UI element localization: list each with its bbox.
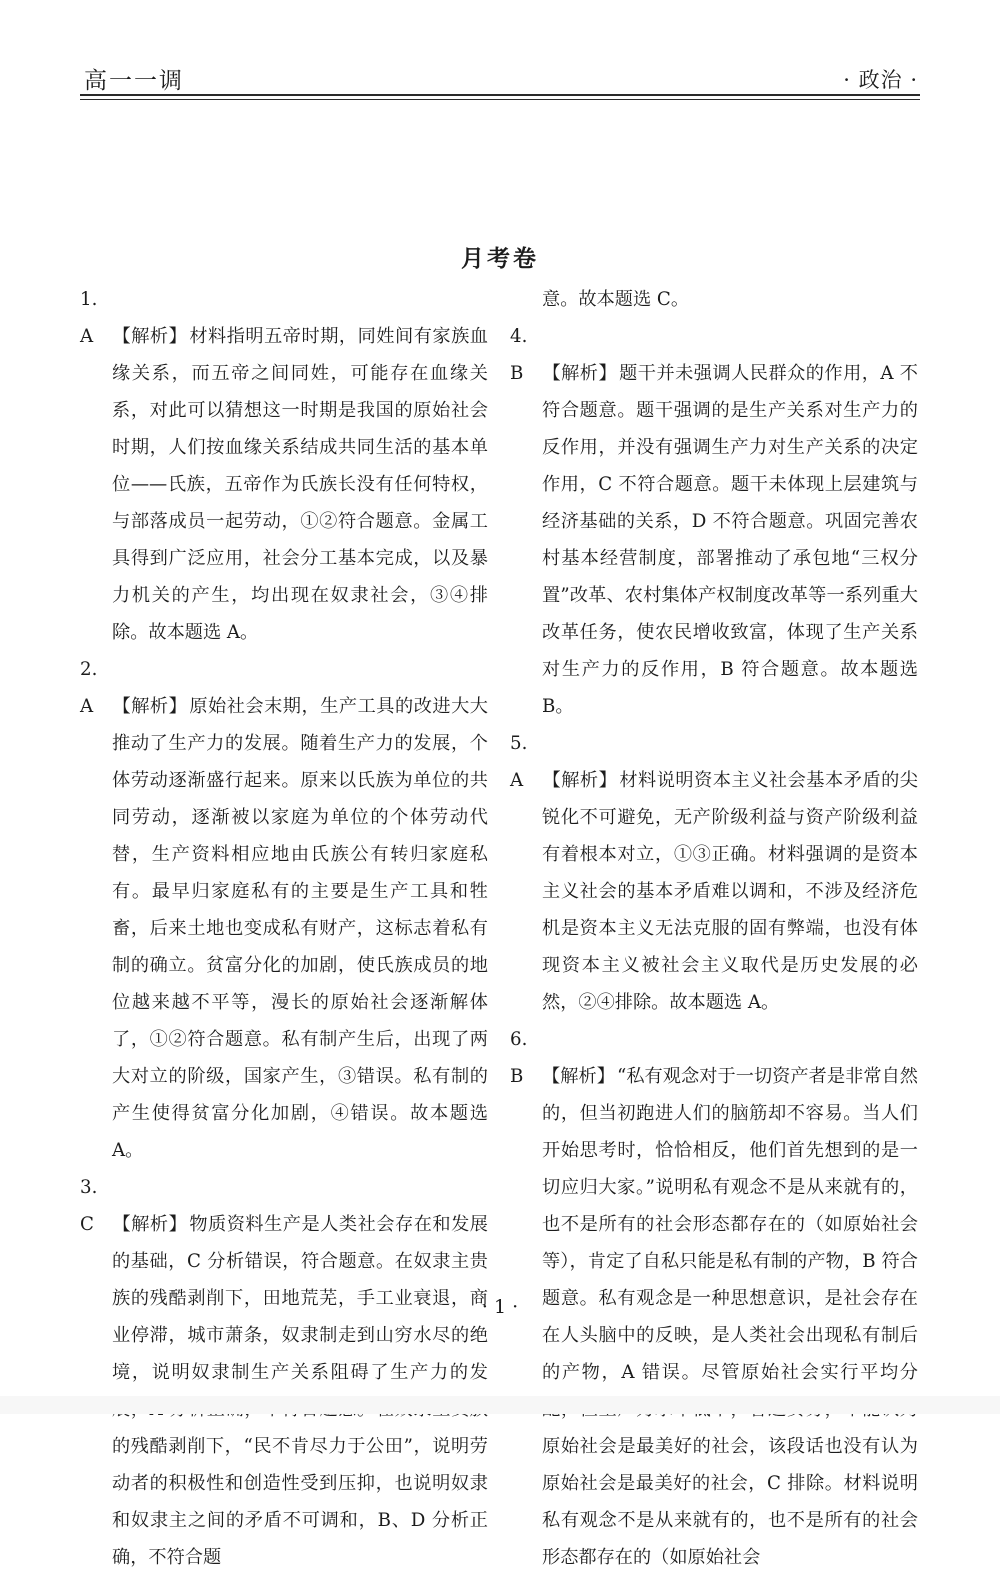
answer-item-1 [80,281,488,651]
page-number: · 1 · [481,1296,519,1318]
analysis-tag: 【解析】 [542,1066,615,1087]
page-title: 月考卷 [461,245,539,272]
analysis-tag: 【解析】 [542,363,618,384]
answer-text: 材料说明资本主义社会基本矛盾的尖锐化不可避免，无产阶级利益与资产阶级利益有着根本对立，①③正确。材料强调的是资本主义社会的基本矛盾难以调和，不涉及经济危机是资本主义无法克服的固有弊端，也没有体现资本主义被社会主义取代是历史发展的必然，②④排除。故本题选 A。 [542,770,918,1013]
answer-number: 2. A [80,659,98,717]
answer-number: 3. C [80,1177,98,1235]
answer-text: “私有观念对于一切资产者是非常自然的，但当初跑进人们的脑筋却不容易。当人们开始思考时，恰恰相反，他们首先想到的是一切应归大家。”说明私有观念不是从来就有的，也不是所有的社会形态都存在的（如原始社会等），肯定了自私只能是私有制的产物，B 符合题意。私有观念是一种思想意识，是社会存在在人头脑中的反映，是人类社会出现私有制后的产物，A 错误。尽管原始社会实行平均分 原始社会是最美好的社会，该段话也没有认为原始社会是最美好的社会，C 排除。材料说明私有观念不是从来就有的，也不是所有的社会形态都存在的（如原始社会 [542,1066,918,1568]
right-column [510,281,918,1576]
left-column [80,281,488,1576]
answer-number: 4. B [510,326,528,384]
answer-text: 原始社会末期，生产工具的改进大大推动了生产力的发展。随着生产力的发展，个体劳动逐渐盛行起来。原来以氏族为单位的共同劳动，逐渐被以家庭为单位的个体劳动代替，生产资料相应地由氏族公有转归家庭私有。最早归家庭私有的主要是生产工具和牲畜，后来土地也变成私有财产，这标志着私有制的确立。贫富分化的加剧，使氏族成员的地位越来越不平等，漫长的原始社会逐渐解体了，①②符合题意。私有制产生后，出现了两大对立的阶级，国家产生，③错误。私有制的产生使得贫富分化加剧，④错误。故本题选 A。 [112,696,488,1161]
analysis-tag: 【解析】 [112,326,188,347]
answer-item-2 [80,651,488,1169]
answer-item-3 [80,1169,488,1576]
analysis-tag: 【解析】 [112,696,188,717]
answer-number: 5. A [510,733,528,791]
answer-item-5 [510,725,918,1021]
answer-text: 材料指明五帝时期，同姓间有家族血缘关系，而五帝之间同姓，可能存在血缘关系，对此可以猜想这一时期是我国的原始社会时期，人们按血缘关系结成共同生活的基本单位——氏族，五帝作为氏族长没有任何特权，与部落成员一起劳动，①②符合题意。金属工具得到广泛应用，社会分工基本完成，以及暴力机关的产生，均出现在奴隶社会，③④排除。故本题选 A。 [112,326,488,643]
header-grade: 高一一调 [84,68,184,94]
answer-text: 题干并未强调人民群众的作用，A 不符合题意。题干强调的是生产关系对生产力的反作用，并没有强调生产力对生产关系的决定作用，C 不符合题意。题干未体现上层建筑与经济基础的关系，D 不符合题意。巩固完善农村基本经营制度，部署推动了承包地“三权分置”改革、农村集体产权制度改革等一系列重大改革任务，使农民增收致富，体现了生产关系对生产力的反作用，B 符合题意。故本题选 B。 [542,363,918,717]
answer-number: 6. B [510,1029,528,1087]
answer-text: 物质资料生产是人类社会存在和发展的基础，C 分析错误，符合题意。在奴隶主贵族的残酷剥削下，田地荒芜，手工业衰退，商业停滞，城市萧条，奴隶制走到山穷水尽的绝境，说明奴隶制生产关系阻碍了生产力的发 的残酷剥削下，“民不肯尽力于公田”，说明劳动者的积极性和创造性受到压抑，也说明奴隶和奴隶主之间的矛盾不可调和，B、D 分析正确，不符合题 [112,1214,488,1568]
answer-item-3-continuation: 意。故本题选 C。 [542,289,690,310]
answer-item-4 [510,318,918,725]
header-rule-thin [80,99,920,100]
analysis-tag: 【解析】 [112,1214,188,1235]
header-subject: · 政治 · [843,68,918,92]
header-rule-thick [80,94,920,96]
bottom-strip [0,1396,1000,1414]
answer-number: 1. A [80,289,98,347]
analysis-tag: 【解析】 [542,770,618,791]
